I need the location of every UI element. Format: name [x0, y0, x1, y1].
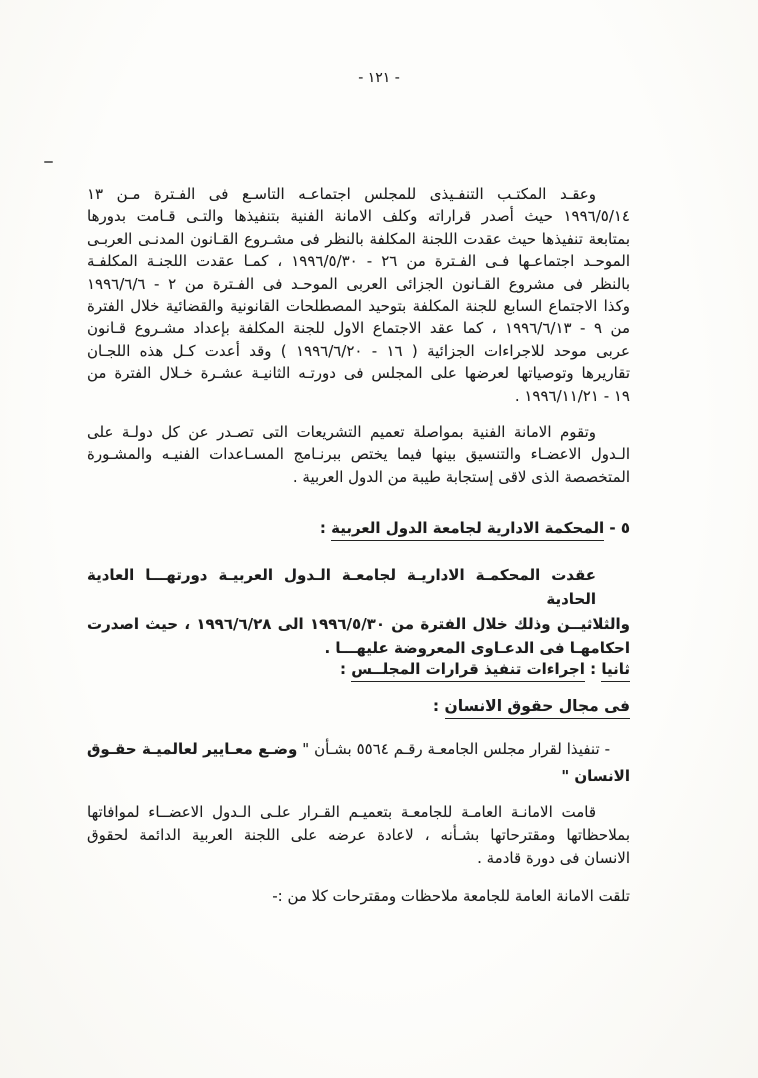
text-segment: والثلاثيــن وذلك خلال الفترة من ١٩٩٦/٥/٣٠ الى ١٩٩٦/٦/٢٨ ، حيث اصدرت: [87, 614, 631, 633]
text-segment: :: [319, 519, 332, 537]
page-number: - ١٢١ -: [358, 70, 400, 86]
text-segment: الانسان ": [561, 767, 630, 785]
text-line: [87, 612, 630, 636]
para-circulated-resolution: [87, 801, 630, 870]
heading-secondly-implementation: [87, 658, 630, 680]
text-segment: عقدت المحكمـة الاداريـة لجامعـة الـدول العربيـة دورتهـــا العادية الحادية: [87, 566, 596, 609]
text-line: [87, 295, 630, 317]
text-line: [87, 228, 630, 250]
text-line: [87, 205, 630, 227]
para-admin-court-session: [87, 563, 630, 661]
text-segment: الـدول الاعضـاء والتنسيق بينها فيما يختص ببرنـامج المسـاعدات الفنيـه والمشـورة: [87, 445, 630, 464]
text-segment: من ٩ - ١٩٩٦/٦/١٣ ، كما عقد الاجتماع الاول للجنة المكلفة بإعداد مشـروع قـانون: [87, 319, 630, 338]
text-segment: عربى موحد للاجراءات الجزائية ( ١٦ - ١٩٩٦/٦/٢٠ ) وقد أعدت كـل هذه اللجـان: [87, 341, 630, 360]
text-segment: بمتابعة تنفيذها حيث عقدت اللجنة المكلفة بالنظر فى مشـروع القـانون المدنـى العربـى: [87, 229, 630, 248]
scan-artifact-dash: [44, 161, 53, 163]
heading-admin-court: [87, 517, 630, 539]
text-line: [87, 183, 630, 205]
text-line: [87, 466, 630, 488]
text-segment: المحكمة الادارية لجامعة الدول العربية: [331, 519, 604, 541]
text-segment: اجراءات تنفيذ قرارات المجلــس: [351, 660, 585, 682]
text-line: [87, 250, 630, 272]
text-line: [87, 517, 630, 539]
text-segment: قامت الامانـة العامـة للجامعـة بتعميـم القـرار علـى الـدول الاعضــاء لموافاتها: [87, 803, 596, 821]
text-line: [87, 317, 630, 339]
text-line: [87, 763, 630, 790]
heading-human-rights-domain: [87, 695, 630, 717]
text-line: [87, 563, 630, 612]
para-legislation-circulation: [87, 421, 630, 488]
line-received-remarks: [87, 885, 630, 907]
text-segment: ٥ -: [604, 519, 630, 537]
text-segment: وكذا الاجتماع السابع للجنة المكلفة بتوحيد المصطلحات القانونية والقضائية خلال الفترة: [87, 297, 630, 316]
text-segment: - تنفيذا لقرار مجلس الجامعـة رقـم ٥٥٦٤ بشـأن ": [297, 740, 610, 758]
text-segment: تلقت الامانة العامة للجامعة ملاحظات ومقترحات كلا من :-: [272, 887, 630, 905]
text-segment: :: [432, 697, 445, 715]
para-resolution-5564: [87, 736, 630, 790]
text-line: [87, 443, 630, 465]
text-line: [87, 824, 630, 847]
text-line: [87, 801, 630, 824]
text-line: [87, 885, 630, 907]
text-segment: الموحـد اجتماعـها فـى الفـترة من ٢٦ - ١٩٩٦/٥/٣٠ ، كمـا عقدت اللجنـة المكلفـة: [87, 252, 630, 271]
text-segment: تقاريرها وتوصياتها لعرضها على المجلس فى دورتـه الثانيـة عشـرة خـلال الفترة من: [87, 364, 630, 383]
text-segment: ١٩٩٦/٥/١٤ حيث أصدر قراراته وكلف الامانة الفنية بتنفيذها والتـى قـامت بدورها: [87, 207, 630, 226]
text-line: [87, 847, 630, 870]
text-line: [87, 340, 630, 362]
text-line: [87, 695, 630, 717]
text-line: [87, 636, 630, 660]
text-segment: :: [339, 660, 352, 678]
text-segment: بالنظر فى مشروع القـانون الجزائى العربى الموحـد فى الفـترة من ٢ - ١٩٩٦/٦/٦: [87, 274, 630, 293]
text-segment: فى مجال حقوق الانسان: [445, 697, 630, 719]
text-line: [87, 658, 630, 680]
text-segment: وتقوم الامانة الفنية بمواصلة تعميم التشريعات التى تصـدر عن كل دولـة على: [87, 423, 596, 441]
text-segment: ثانيا: [601, 660, 630, 682]
text-segment: احكامهـا فى الدعـاوى المعروضة عليهـــا .: [324, 639, 630, 658]
text-segment: :: [584, 660, 602, 678]
text-line: [87, 385, 630, 407]
text-line: [87, 736, 630, 763]
text-segment: وعقـد المكتـب التنفـيذى للمجلس اجتماعـه التاسـع فى الفـترة مـن ١٣: [87, 185, 596, 203]
text-segment: ١٩ - ١٩٩٦/١١/٢١ .: [514, 386, 630, 405]
text-segment: المتخصصة الذى لاقى إستجابة طيبة من الدول العربية .: [292, 467, 630, 486]
text-segment: بملاحظاتها ومقترحاتها بشـأنه ، لاعادة عرضه على اللجنة العربية الدائمة لحقوق: [87, 826, 630, 844]
para-exec-office: [87, 183, 630, 407]
text-segment: وضـع معـايير لعالميـة حقـوق: [87, 740, 298, 758]
text-line: [87, 421, 630, 443]
text-line: [87, 362, 630, 384]
text-segment: الانسان فى دورة قادمة .: [477, 849, 630, 867]
text-line: [87, 273, 630, 295]
